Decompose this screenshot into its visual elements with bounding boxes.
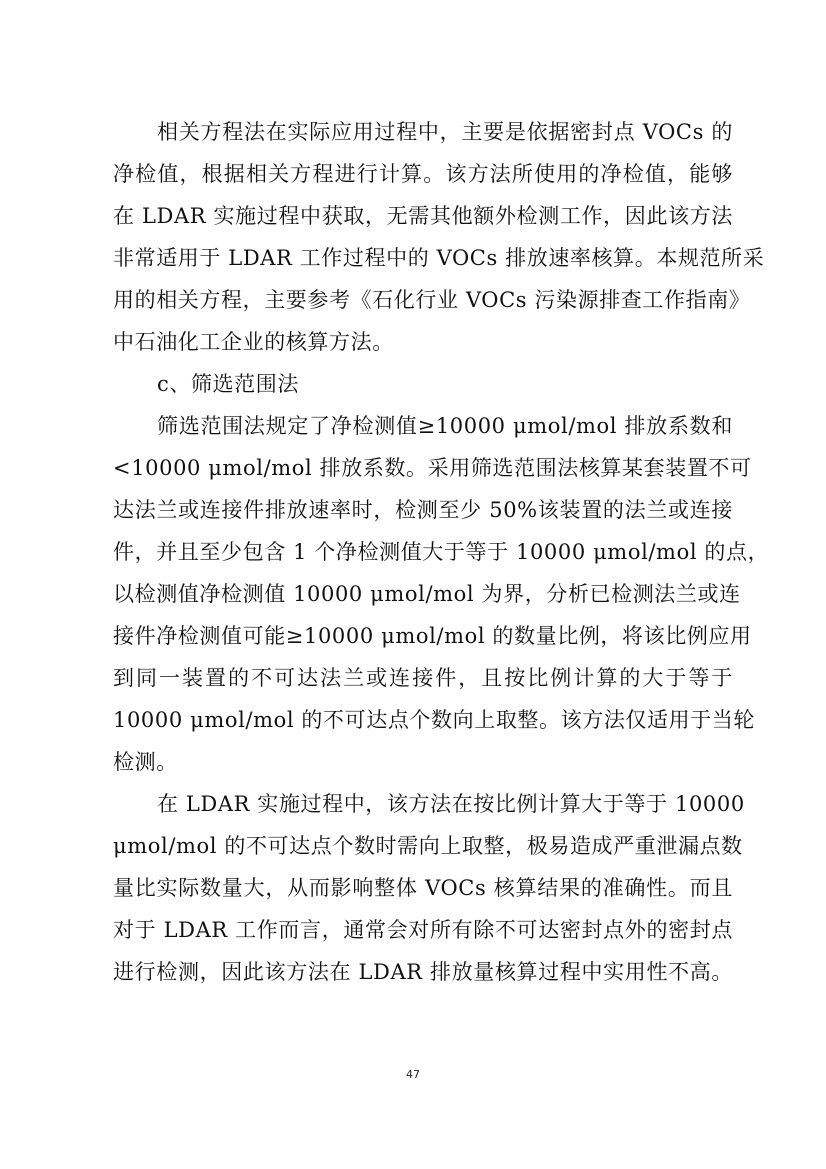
text-line: μmol/mol 的不可达点个数时需向上取整，极易造成严重泄漏点数: [113, 834, 743, 858]
text-line: 到同一装置的不可达法兰或连接件，且按比例计算的大于等于: [113, 666, 733, 690]
text-line: 进行检测，因此该方法在 LDAR 排放量核算过程中实用性不高。: [113, 960, 733, 984]
text-line: 相关方程法在实际应用过程中，主要是依据密封点 VOCs 的: [157, 120, 733, 144]
text-line: 接件净检测值可能≥10000 μmol/mol 的数量比例，将该比例应用: [113, 624, 752, 648]
section-heading: c、筛选范围法: [157, 372, 299, 396]
text-line: 净检值，根据相关方程进行计算。该方法所使用的净检值，能够: [113, 162, 733, 186]
page-number: 47: [406, 1068, 420, 1081]
text-line: 检测。: [113, 750, 178, 774]
text-line: 件，并且至少包含 1 个净检测值大于等于 10000 μmol/mol 的点，: [113, 540, 770, 564]
text-line: 量比实际数量大，从而影响整体 VOCs 核算结果的准确性。而且: [113, 876, 733, 900]
text-line: 对于 LDAR 工作而言，通常会对所有除不可达密封点外的密封点: [113, 918, 733, 942]
text-line: 筛选范围法规定了净检测值≥10000 μmol/mol 排放系数和: [157, 414, 733, 438]
text-line: 用的相关方程，主要参考《石化行业 VOCs 污染源排查工作指南》: [113, 288, 751, 312]
text-line: 10000 μmol/mol 的不可达点个数向上取整。该方法仅适用于当轮: [113, 708, 756, 732]
text-line: 在 LDAR 实施过程中获取，无需其他额外检测工作，因此该方法: [113, 204, 733, 228]
text-line: 中石油化工企业的核算方法。: [113, 330, 394, 354]
text-line: 在 LDAR 实施过程中，该方法在按比例计算大于等于 10000: [157, 792, 745, 816]
text-line: 非常适用于 LDAR 工作过程中的 VOCs 排放速率核算。本规范所采: [113, 246, 765, 270]
text-line: 达法兰或连接件排放速率时，检测至少 50%该装置的法兰或连接: [113, 498, 733, 522]
text-line: 以检测值净检测值 10000 μmol/mol 为界，分析已检测法兰或连: [113, 582, 741, 606]
text-line: <10000 μmol/mol 排放系数。采用筛选范围法核算某套装置不可: [113, 456, 752, 480]
